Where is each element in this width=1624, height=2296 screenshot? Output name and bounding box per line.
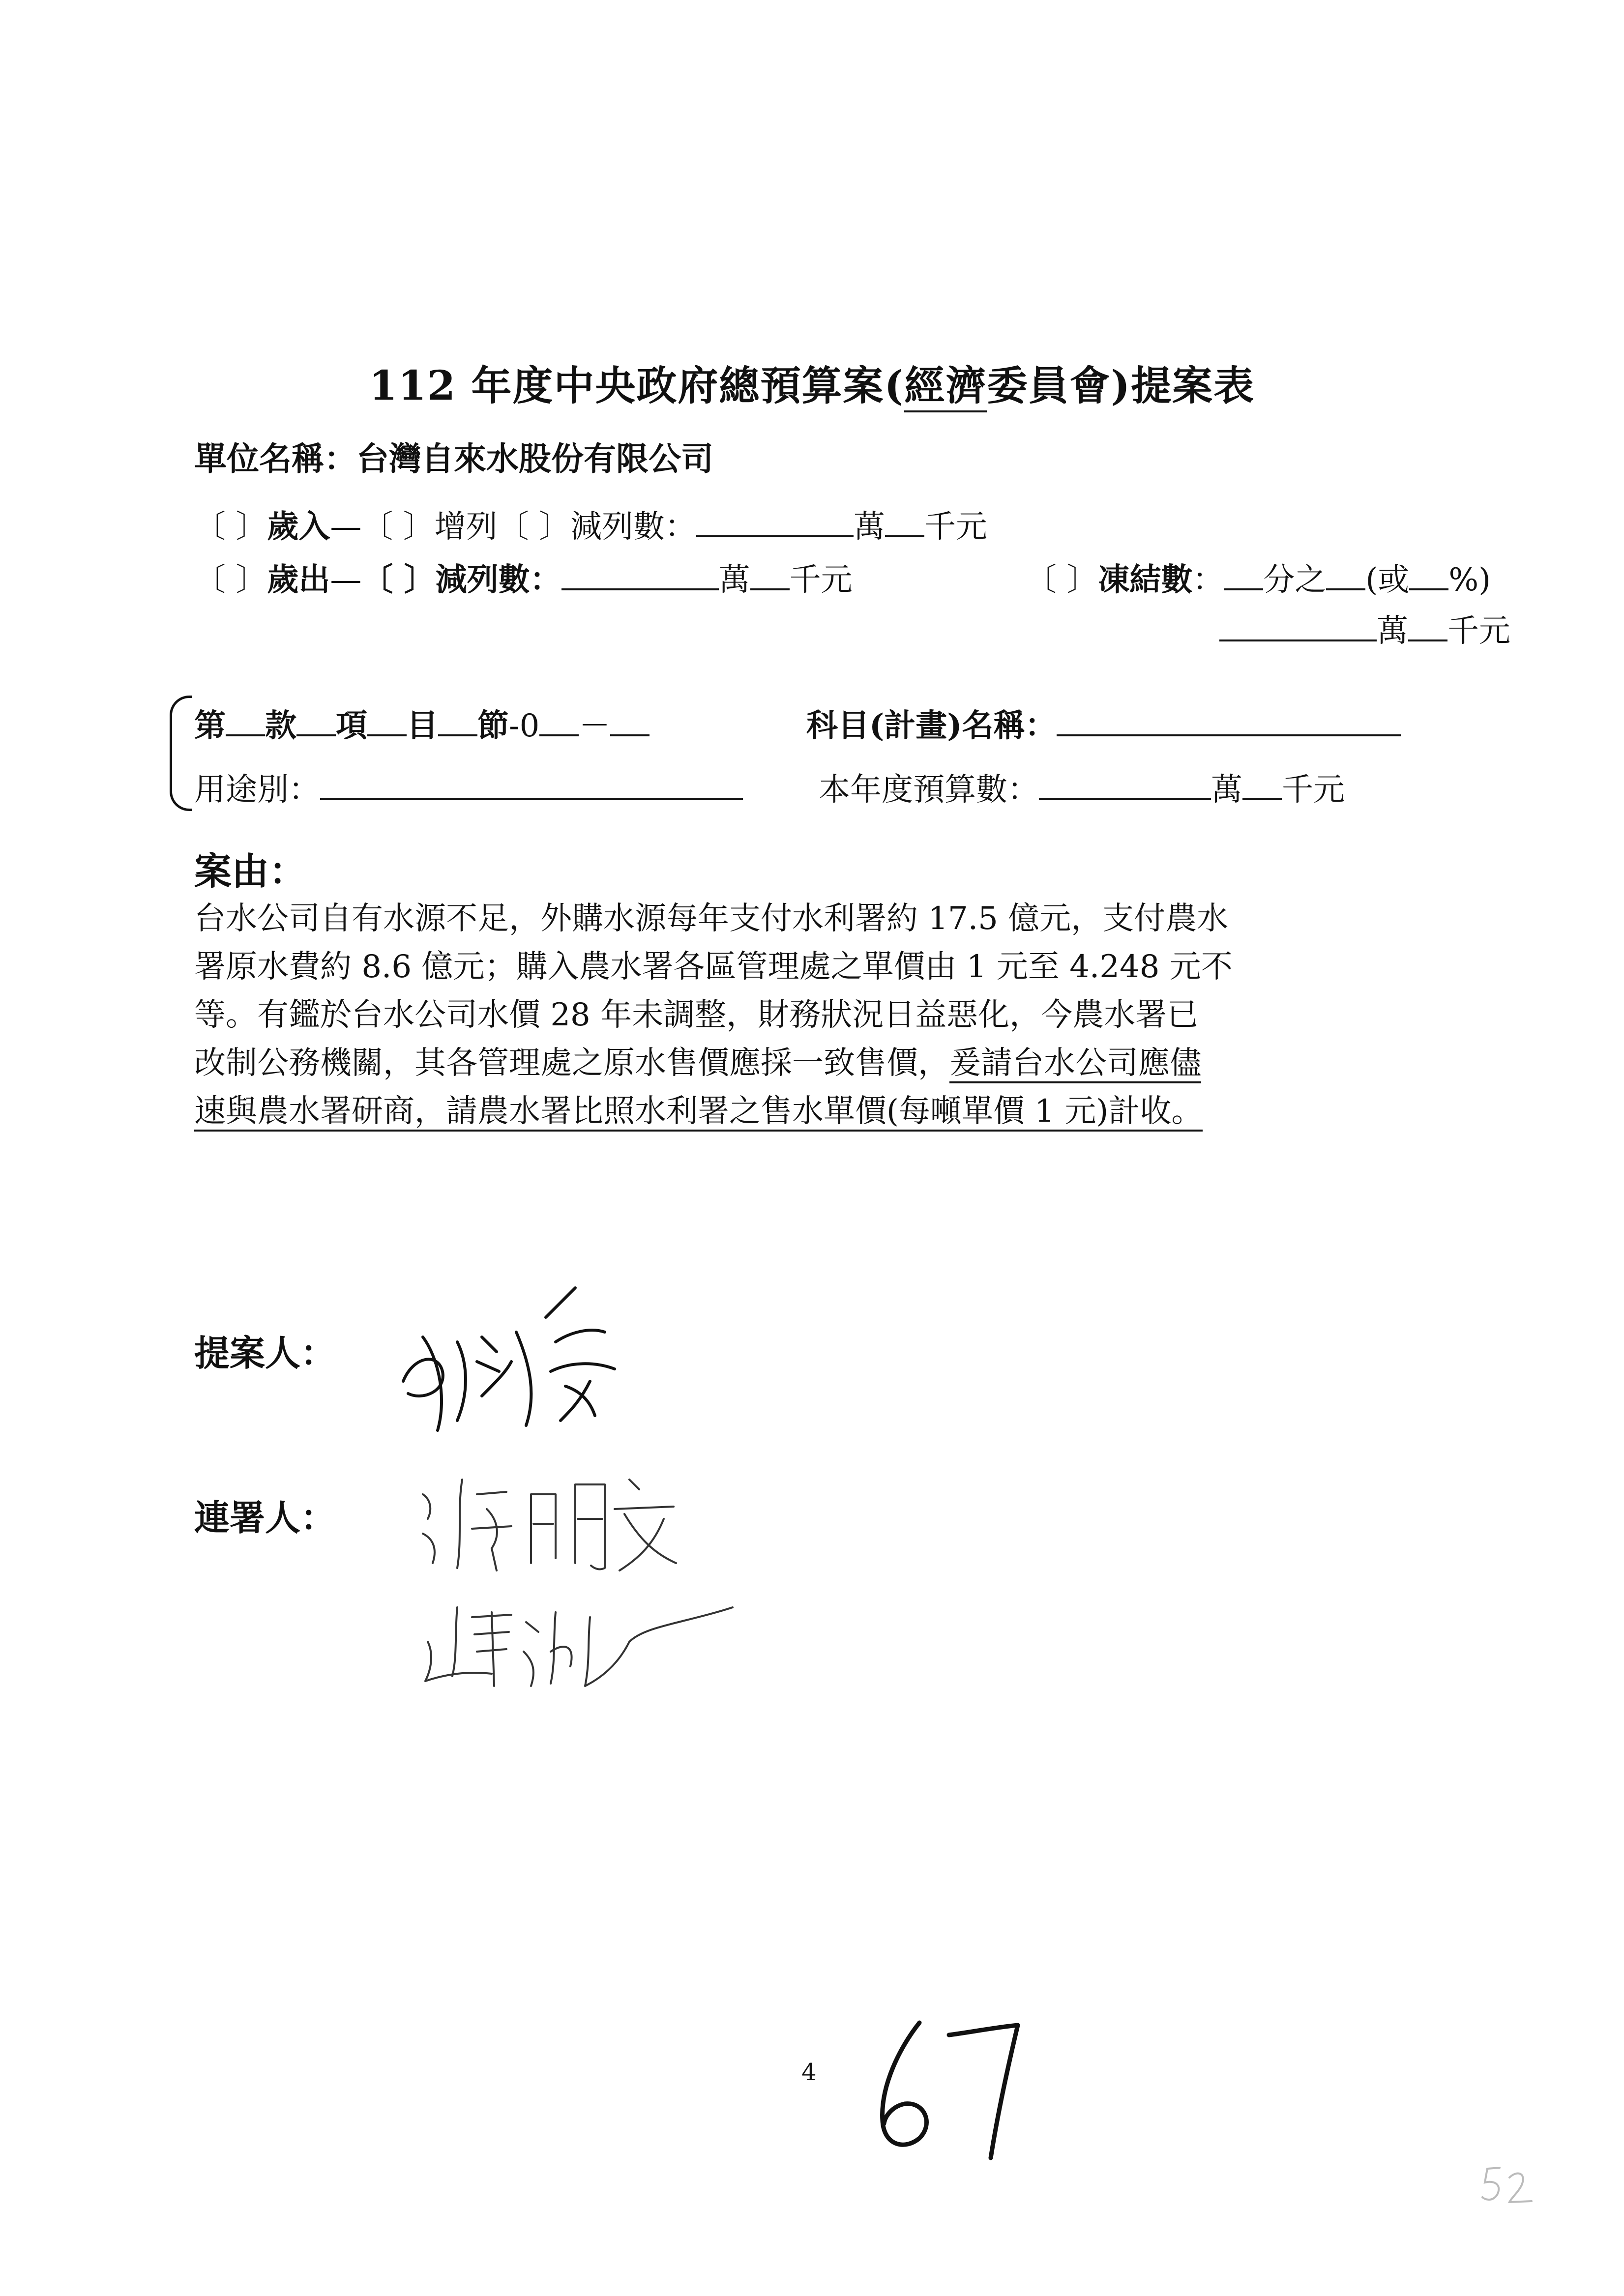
item-sep: － [579,708,611,744]
freeze-amount-thousand-blank [1408,613,1447,641]
cosigner-signature-1 [408,1465,683,1583]
budget-wan: 萬 [1211,772,1242,808]
unit-label: 單位名稱： [194,439,356,478]
expense-thousand-blank [750,562,790,590]
revenue-amount-blank [696,509,854,537]
cosigner-label: 連署人： [194,1497,336,1539]
item-jie: 節 [477,707,509,744]
item-kuan-blank [226,708,265,736]
corner-mark [1475,2158,1544,2212]
item-di: 第 [194,707,226,744]
freeze-huo: (或 [1365,562,1410,598]
title-prefix: 112 年度中央政府總預算案( [369,362,905,409]
usage-line [194,764,743,810]
freeze-amount-wan: 萬 [1377,613,1408,649]
revenue-checkbox: 〔 〕 [194,509,267,545]
expense-dash: — [330,562,362,598]
reason-line-2: 署原水費約 8.6 億元；購入農水署各區管理處之單價由 1 元至 4.248 元不 [194,949,1233,985]
freeze-amount-thousand: 千元 [1447,613,1510,649]
reason-line-1: 台水公司自有水源不足，外購水源每年支付水利署約 17.5 億元，支付農水 [194,901,1229,937]
item-line [194,700,650,746]
freeze-percent-blank [1409,562,1448,590]
budget-amount-blank [1039,772,1211,800]
page-title [0,354,1624,411]
expense-amount-blank [561,562,719,590]
page-number: 4 [801,2059,817,2086]
reason-line-4 [194,1039,1438,1087]
freeze-fenzhi: 分之 [1263,562,1327,598]
proposer-label: 提案人： [194,1332,336,1374]
freeze-numerator-blank [1326,562,1365,590]
reason-line-4-underlined: 爰請台水公司應儘 [949,1045,1201,1083]
expense-checkbox: 〔 〕 [194,562,267,598]
freeze-line [1025,554,1491,600]
budget-line [819,764,1345,810]
revenue-thousand: 千元 [924,509,988,545]
freeze-checkbox: 〔 〕 [1025,562,1098,598]
freeze-pct: %) [1448,562,1491,598]
title-suffix: 委員會)提案表 [987,362,1255,409]
freeze-amount-blank [1219,613,1377,641]
item-xiang-blank [296,708,336,736]
item-last-blank [610,708,650,736]
reason-line-4-plain: 改制公務機關，其各管理處之原水售價應採一致售價， [194,1045,949,1081]
item-xiang: 項 [336,707,367,744]
subject-blank [1057,708,1401,736]
freeze-amount-line [1219,606,1510,651]
item-kuan: 款 [265,707,296,744]
reason-heading: 案由： [194,849,306,893]
freeze-colon: ： [1192,562,1224,598]
expense-thousand: 千元 [789,562,853,598]
revenue-increase: 〔 〕增列 [361,509,498,545]
expense-wan: 萬 [718,562,750,598]
expense-label: 歲出 [267,561,330,598]
item-jie-blank [438,708,477,736]
item-code-blank [539,708,579,736]
item-code: -0 [509,708,540,744]
title-committee: 經濟 [904,362,987,412]
revenue-decrease: 〔 〕減列數： [497,509,697,545]
cosigner-signature-2 [413,1588,738,1701]
usage-label: 用途別： [194,772,320,808]
unit-name: 台灣自來水股份有限公司 [356,439,713,478]
expense-decrease: 〔 〕減列數： [361,561,561,598]
budget-label: 本年度預算數： [819,772,1039,808]
subject-label: 科目(計畫)名稱： [806,707,1057,744]
freeze-denominator-blank [1224,562,1263,590]
item-mu-blank [367,708,407,736]
proposer-signature [384,1278,679,1445]
usage-blank [320,772,743,800]
handwritten-page-number [856,2013,1033,2170]
freeze-label: 凍結數 [1098,561,1193,598]
item-mu: 目 [407,707,438,744]
revenue-wan: 萬 [854,509,886,545]
unit-line [194,433,713,479]
expense-line [194,554,853,600]
reason-body [194,895,1438,1135]
revenue-dash: — [330,509,362,545]
subject-line [806,700,1401,746]
item-group-brace [170,696,192,811]
reason-line-5-underlined: 速與農水署研商，請農水署比照水利署之售水單價(每噸單價 1 元)計收。 [194,1093,1203,1132]
budget-thousand-blank [1242,772,1282,800]
reason-line-3: 等。有鑑於台水公司水價 28 年未調整，財務狀況日益惡化，今農水署已 [194,997,1199,1033]
revenue-line [194,501,987,547]
revenue-label: 歲入 [267,508,330,545]
budget-thousand: 千元 [1282,772,1345,808]
revenue-thousand-blank [885,509,924,537]
